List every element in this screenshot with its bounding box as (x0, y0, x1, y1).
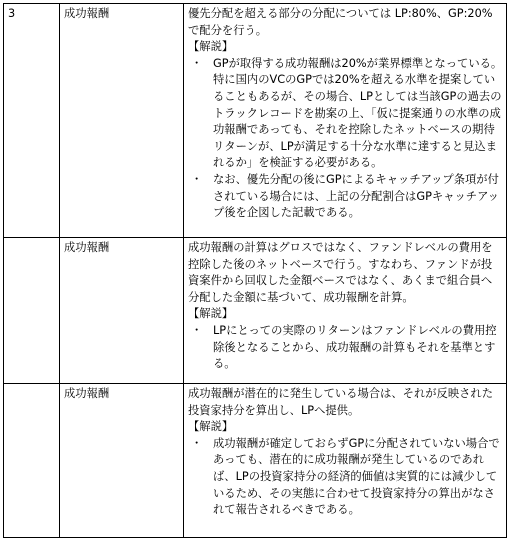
bullet-icon: ・ (191, 56, 203, 70)
row-label: 成功報酬 (60, 4, 184, 238)
commentary-list (188, 323, 503, 373)
row-content (184, 384, 507, 538)
row-content (184, 4, 507, 238)
commentary-heading: 【解説】 (188, 420, 234, 434)
commentary-text: なお、優先分配の後にGPによるキャッチアップ条項が付されている場合には、上記の分配割合はGPキャッチアップ後を企図した記載である。 (213, 172, 499, 220)
row-label: 成功報酬 (60, 384, 184, 538)
row-number: 3 (4, 4, 60, 238)
commentary-text: 成功報酬が確定しておらずGPに分配されていない場合であっても、潜在的に成功報酬が発生しているのであれば、LPの投資家持分の経済的価値は実質的には減少しているため、その実態に合わせて投資家持分の算出がなされて報告されるべきである。 (213, 436, 500, 517)
row-content (184, 238, 507, 384)
commentary-item (188, 323, 503, 373)
clause-text: 成功報酬が潜在的に発生している場合は、それが反映された投資家持分を算出し、LPへ提供。 (188, 387, 494, 417)
commentary-item (188, 172, 503, 222)
commentary-heading: 【解説】 (188, 307, 234, 321)
table-row (4, 384, 507, 538)
bullet-icon: ・ (191, 323, 203, 337)
table-row (4, 4, 507, 238)
commentary-text: GPが取得する成功報酬は20%が業界標準となっている。特に国内のVCのGPでは20%を超える水準を提案していることもあるが、その場合、LPとしては当該GPの過去のトラックレコードを勘案の上、「仮に提案通りの水準の成功報酬であっても、それを控除したネットベースの期待リターンが、LPが満足する十分な水準に達すると見込まれるか」を検証する必要がある。 (213, 56, 503, 170)
commentary-item (188, 436, 503, 519)
commentary-item (188, 56, 503, 172)
row-label: 成功報酬 (60, 238, 184, 384)
commentary-list (188, 56, 503, 222)
clause-text: 優先分配を超える部分の分配については LP:80%、GP:20%で配分を行う。 (188, 7, 493, 37)
row-number (4, 384, 60, 538)
bullet-icon: ・ (191, 436, 203, 450)
commentary-heading: 【解説】 (188, 40, 234, 54)
table-row (4, 238, 507, 384)
commentary-text: LPにとっての実際のリターンはファンドレベルの費用控除後となることから、成功報酬の計算もそれを基準とする。 (213, 323, 497, 371)
terms-table (3, 3, 507, 538)
row-number (4, 238, 60, 384)
bullet-icon: ・ (191, 172, 203, 186)
commentary-list (188, 436, 503, 519)
clause-text: 成功報酬の計算はグロスではなく、ファンドレベルの費用を控除した後のネットベースで行う。すなわち、ファンドが投資案件から回収した金額ベースではなく、あくまで組合員へ分配した金額に基づいて、成功報酬を計算。 (188, 241, 493, 304)
